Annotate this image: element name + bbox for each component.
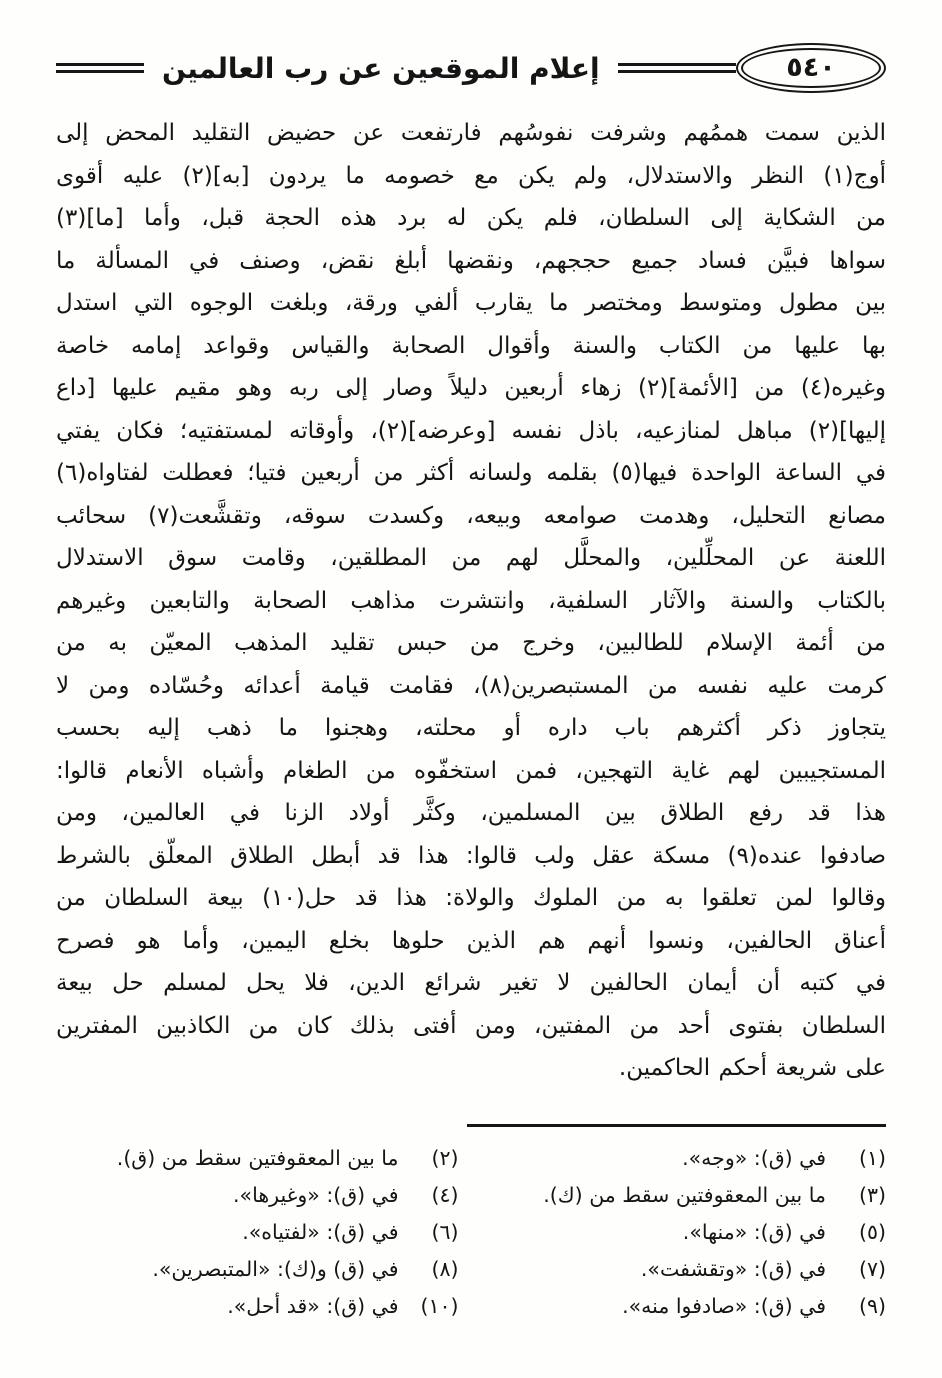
- footnote-number: (٦): [431, 1219, 459, 1244]
- footnote-text: في (ق): «منها».: [682, 1219, 826, 1244]
- footnote-separator: [467, 1124, 886, 1127]
- footnote-text: في (ق): «صادفوا منه».: [622, 1293, 826, 1318]
- body-line: إليها](٢) مباهل لمنازعيه، باذل نفسه [وعرضه](٢)، وأوقاته لمستفتيه؛ فكان يفتي: [56, 417, 886, 444]
- footnote-text: في (ق): «وجه».: [682, 1145, 826, 1170]
- footnote-number: (٥): [858, 1219, 886, 1244]
- footnotes: [56, 1140, 886, 1325]
- footnote-item: [483, 1251, 886, 1288]
- body-line: يتجاوز ذكر أكثرهم باب داره أو محلته، وهجنوا ما ذهب إليه بحسب: [56, 715, 886, 741]
- body-line: كرمت عليه نفسه من المستبصرين(٨)، فقامت قيامة أعدائه وحُسّاده ومن لا: [56, 672, 886, 699]
- body-line: الذين سمت هممُهم وشرفت نفوسُهم فارتفعت عن حضيض التقليد المحض إلى: [56, 120, 886, 146]
- body-line: بالكتاب والسنة والآثار السلفية، وانتشرت مذاهب الصحابة والتابعين وغيرهم: [56, 587, 886, 614]
- footnote-text: في (ق): «وغيرها».: [233, 1182, 399, 1207]
- footnote-number: (١): [858, 1145, 886, 1170]
- footnote-number: (٢): [431, 1145, 459, 1170]
- footnote-item: [56, 1251, 459, 1288]
- header-rule-left: [56, 63, 144, 73]
- body-line: في الساعة الواحدة فيها(٥) بقلمه ولسانه أكثر من أربعين فتيا؛ فعطلت لفتاواه(٦): [56, 460, 886, 486]
- footnotes-column-right: [483, 1140, 886, 1325]
- body-line: في كتبه أن أيمان الحالفين لا تغير شرائع الدين، فلا يحل لمسلم حل بيعة: [56, 970, 886, 996]
- footnote-text: في (ق): «لفتياه».: [242, 1219, 399, 1244]
- body-line: اللعنة عن المحلِّلين، والمحلَّل لهم من المطلقين، وقامت سوق الاستدلال: [56, 545, 886, 571]
- body-line: هذا قد رفع الطلاق بين المسلمين، وكثَّر أولاد الزنا في العالمين، ومن: [56, 800, 886, 826]
- footnote-number: (٧): [858, 1256, 886, 1281]
- page-header: [56, 38, 886, 98]
- body-text: [56, 112, 886, 1090]
- page-number: ٥٤٠: [786, 51, 836, 83]
- footnote-number: (٤): [431, 1182, 459, 1207]
- header-rule-middle: [618, 63, 736, 73]
- body-line: مصانع التحليل، وهدمت صوامعه وبيعه، وكسدت سوقه، وتقشَّعت(٧) سحائب: [56, 502, 886, 529]
- body-line: السلطان بفتوى أحد من المفتين، ومن أفتى بذلك كان من الكاذبين المفترين: [56, 1012, 886, 1039]
- body-line: بين مطول ومتوسط ومختصر ما يقارب ألفي ورقة، وبلغت الوجوه التي استدل: [56, 290, 886, 316]
- page-number-badge: [736, 43, 886, 93]
- footnote-number: (٣): [858, 1182, 886, 1207]
- book-title: إعلام الموقعين عن رب العالمين: [162, 51, 600, 85]
- footnote-text: في (ق) و(ك): «المتبصرين».: [152, 1256, 399, 1281]
- footnote-item: [483, 1177, 886, 1214]
- footnote-text: في (ق): «قد أحل».: [227, 1293, 399, 1318]
- footnote-item: [56, 1288, 459, 1325]
- body-line: وقالوا لمن تعلقوا به من الملوك والولاة: هذا قد حل(١٠) بيعة السلطان من: [56, 885, 886, 911]
- footnote-item: [56, 1140, 459, 1177]
- footnote-item: [483, 1288, 886, 1325]
- body-line: سواها فبيَّن فساد جميع حججهم، ونقضها أبلغ نقض، وصنف في المسألة ما: [56, 247, 886, 274]
- footnote-text: ما بين المعقوفتين سقط من (ق).: [116, 1145, 399, 1170]
- footnote-text: ما بين المعقوفتين سقط من (ك).: [543, 1182, 826, 1207]
- footnote-number: (٩): [858, 1293, 886, 1318]
- footnote-item: [56, 1214, 459, 1251]
- footnote-number: (٨): [431, 1256, 459, 1281]
- body-line: من أئمة الإسلام للطالبين، وخرج من حبس تقليد المذهب المعيّن به من: [56, 630, 886, 656]
- body-line: بها عليها من الكتاب والسنة وأقوال الصحابة والقياس وقواعد إمامه خاصة: [56, 332, 886, 359]
- body-line: على شريعة أحكم الحاكمين.: [618, 1055, 886, 1081]
- footnote-number: (١٠): [420, 1293, 459, 1318]
- footnote-item: [483, 1140, 886, 1177]
- body-line: المستجيبين لهم غاية التهجين، فمن استخفّوه من الطغام وأشباه الأنعام قالوا:: [56, 757, 886, 784]
- body-line: صادفوا عنده(٩) مسكة عقل ولب قالوا: هذا قد أبطل الطلاق المعلّق بالشرط: [56, 842, 886, 869]
- body-line: من الشكاية إلى السلطان، فلم يكن له برد هذه الحجة قبل، وأما [ما](٣): [56, 205, 886, 231]
- footnote-text: في (ق): «وتقشفت».: [640, 1256, 826, 1281]
- footnotes-column-left: [56, 1140, 459, 1325]
- body-line: أعناق الحالفين، ونسوا أنهم هم الذين حلوها بخلع اليمين، وأما هو فصرح: [56, 927, 886, 954]
- body-line: وغيره(٤) من [الأئمة](٢) زهاء أربعين دليلاً وصار إلى ربه وهو مقيم عليها [داع: [56, 375, 886, 401]
- footnote-item: [483, 1214, 886, 1251]
- body-line: أوج(١) النظر والاستدلال، ولم يكن مع خصومه ما يردون [به](٢) عليه أقوى: [56, 162, 886, 189]
- footnote-item: [56, 1177, 459, 1214]
